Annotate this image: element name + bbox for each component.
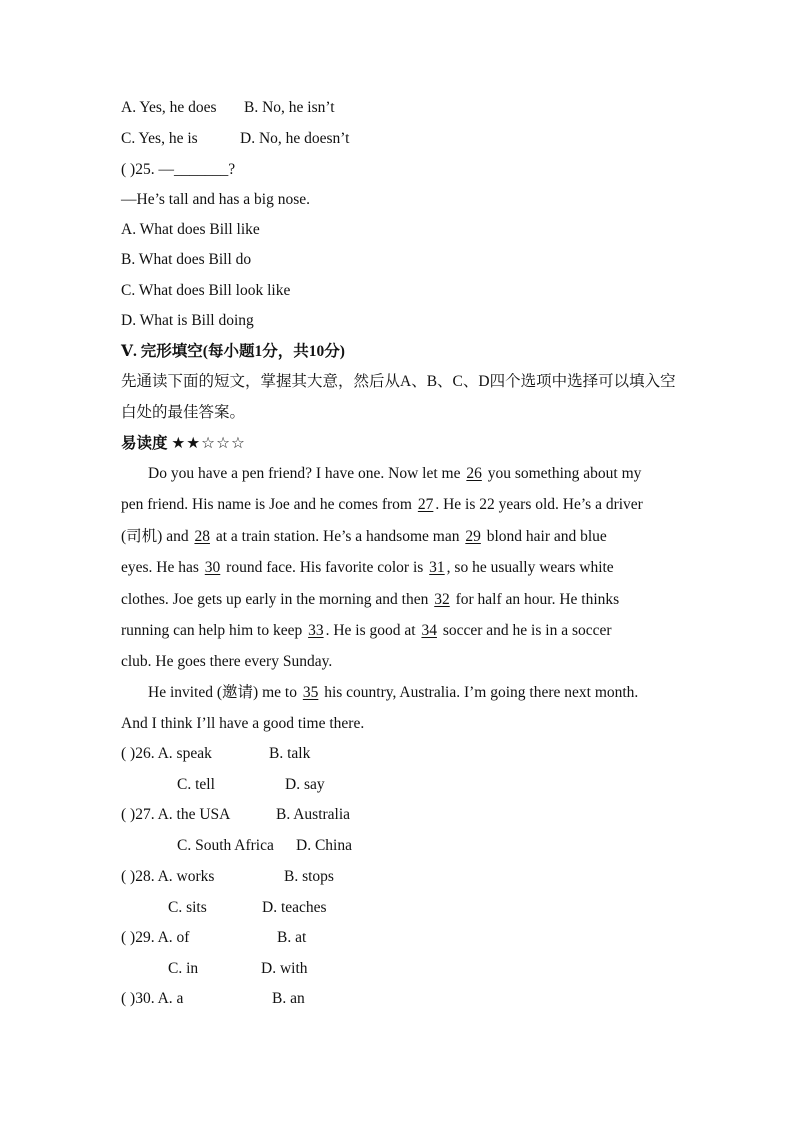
passage-text: clothes. Joe gets up early in the morning and then xyxy=(121,591,433,608)
passage-text: He invited (邀请) me to xyxy=(148,684,301,701)
passage-text: soccer and he is in a soccer xyxy=(438,622,612,639)
q28-option-b: B. stops xyxy=(284,868,334,885)
blank-27: 27 xyxy=(417,496,434,513)
passage-text: you something about my xyxy=(483,465,642,482)
blank-34: 34 xyxy=(421,622,437,639)
difficulty-label: 易读度 xyxy=(121,435,168,452)
blank-31: 31 xyxy=(429,559,445,576)
q25-stem: ( )25. —_______? xyxy=(121,161,236,178)
passage-line-7: club. He goes there every Sunday. xyxy=(121,653,333,670)
passage-line-3 xyxy=(121,527,607,547)
q27-option-c: C. South Africa xyxy=(177,837,274,854)
passage-text: . He is good at xyxy=(325,622,420,639)
q24-option-d: D. No, he doesn’t xyxy=(240,130,350,147)
difficulty-row xyxy=(121,434,246,454)
q29-option-d: D. with xyxy=(261,960,308,977)
q25-option-a: A. What does Bill like xyxy=(121,221,260,238)
q26-option-b: B. talk xyxy=(269,745,311,762)
q30-option-b: B. an xyxy=(272,990,305,1007)
passage-text: blond hair and blue xyxy=(482,528,607,545)
passage-text: pen friend. His name is Joe and he comes from xyxy=(121,496,416,513)
passage-line-5 xyxy=(121,590,619,610)
q25-option-d: D. What is Bill doing xyxy=(121,312,254,329)
q25-option-c: C. What does Bill look like xyxy=(121,282,291,299)
passage-line-1 xyxy=(148,464,641,484)
q25-option-b: B. What does Bill do xyxy=(121,251,252,268)
passage-text: , so he usually wears white xyxy=(446,559,614,576)
passage-line-2 xyxy=(121,495,643,515)
q27-option-b: B. Australia xyxy=(276,806,351,823)
q24-option-c: C. Yes, he is xyxy=(121,130,198,147)
passage-line-4 xyxy=(121,558,614,578)
passage-text: (司机) and xyxy=(121,528,193,545)
section-title: Ⅴ. 完形填空(每小题1分，共10分) xyxy=(121,343,345,360)
q27-option-d: D. China xyxy=(296,837,352,854)
q28-stem: ( )28. A. works xyxy=(121,868,215,885)
q24-option-b: B. No, he isn’t xyxy=(244,99,335,116)
passage-text: for half an hour. He thinks xyxy=(451,591,620,608)
blank-30: 30 xyxy=(204,559,221,576)
q26-option-d: D. say xyxy=(285,776,325,793)
q27-stem: ( )27. A. the USA xyxy=(121,806,231,823)
passage-text: round face. His favorite color is xyxy=(222,559,428,576)
section-instruction-2: 白处的最佳答案。 xyxy=(121,404,246,421)
passage-line-8 xyxy=(148,683,638,703)
passage-text: . He is 22 years old. He’s a driver xyxy=(435,496,643,513)
q29-stem: ( )29. A. of xyxy=(121,929,190,946)
section-instruction-1: 先通读下面的短文，掌握其大意，然后从A、B、C、D四个选项中选择可以填入空 xyxy=(121,373,676,390)
q24-option-a: A. Yes, he does xyxy=(121,99,217,116)
q29-option-c: C. in xyxy=(168,960,199,977)
q25-answer-line: —He’s tall and has a big nose. xyxy=(121,191,310,208)
blank-33: 33 xyxy=(308,622,324,639)
blank-28: 28 xyxy=(194,528,210,545)
q30-stem: ( )30. A. a xyxy=(121,990,184,1007)
q24-options-row-1 xyxy=(121,98,217,118)
passage-text: running can help him to keep xyxy=(121,622,307,639)
passage-text: eyes. He has xyxy=(121,559,203,576)
blank-26: 26 xyxy=(466,465,482,482)
passage-text: his country, Australia. I’m going there next month. xyxy=(320,684,639,701)
passage-line-6 xyxy=(121,621,612,641)
q28-option-d: D. teaches xyxy=(262,899,327,916)
difficulty-stars: ★★☆☆☆ xyxy=(171,435,246,452)
passage-text: at a train station. He’s a handsome man xyxy=(211,528,464,545)
q26-stem: ( )26. A. speak xyxy=(121,745,212,762)
blank-32: 32 xyxy=(434,591,450,608)
passage-text: Do you have a pen friend? I have one. Now let me xyxy=(148,465,465,482)
q26-option-c: C. tell xyxy=(177,776,215,793)
blank-29: 29 xyxy=(465,528,481,545)
q29-option-b: B. at xyxy=(277,929,307,946)
passage-line-9: And I think I’ll have a good time there. xyxy=(121,715,365,732)
blank-35: 35 xyxy=(302,684,319,701)
q28-option-c: C. sits xyxy=(168,899,207,916)
